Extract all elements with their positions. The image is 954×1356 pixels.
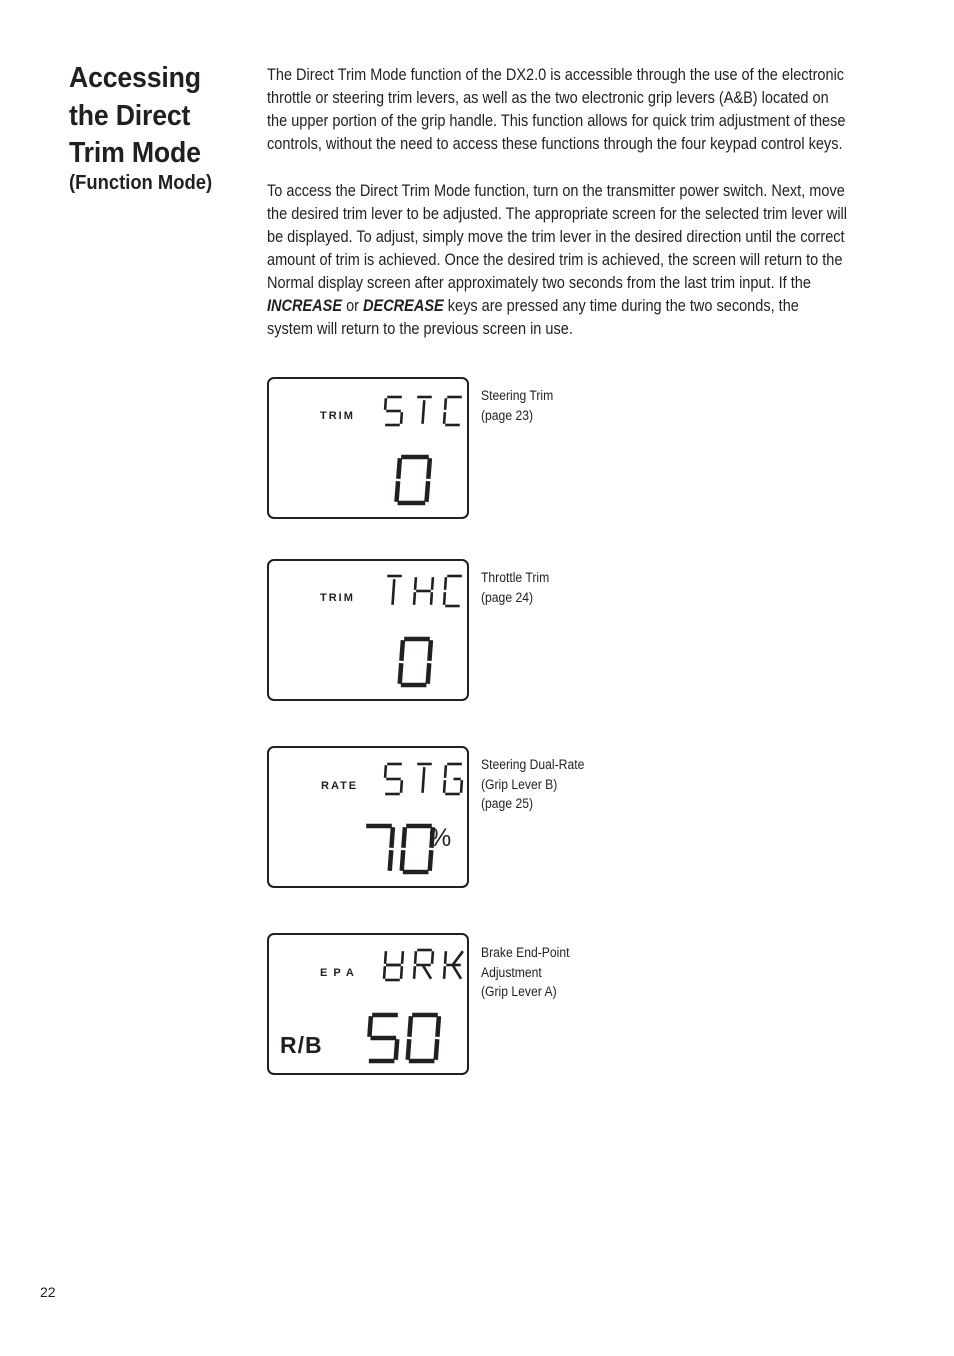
or-text: or [346,297,359,315]
lcd-label: EPA [320,967,360,979]
caption-line: Throttle Trim [481,570,550,585]
segment-display [269,561,471,703]
lcd-label: TRIM [320,592,355,604]
caption-line: Steering Trim [481,388,554,403]
intro-paragraph: The Direct Trim Mode function of the DX2.0 is accessible through the use of the electronic throttle or steering trim levers, as well as the two electronic grip levers (A&B) located on the upper portion of the grip handle. This function allows for quick trim adjustment of these controls, without the need to access these functions through the four keypad control keys. [267,66,846,153]
lcd-label: TRIM [320,410,355,422]
caption-brake-end-point [481,943,569,1002]
caption-line: Adjustment [481,964,542,980]
segment-display [269,748,471,890]
lcd-screen-brake-end-point [267,933,469,1075]
caption-line: (page 23) [481,407,534,423]
instructions-text-start: To access the Direct Trim Mode function, turn on the transmitter power switch. Next, move the desired trim lever to be adjusted. The appropriate screen for the selected trim lever will be displayed. To adjust, simply move the trim lever in the desired direction until the correct amount of trim is achieved. Once the desired trim is achieved, the screen will return to the Normal display screen after approximately two seconds from the last trim input. If the [267,182,848,292]
segment-display [269,379,471,521]
caption-line: (Grip Lever A) [481,984,557,999]
caption-line: Steering Dual-Rate [481,757,585,772]
lcd-screen-throttle-trim [267,559,469,701]
caption-steering-dual-rate [481,755,584,814]
caption-line: (page 24) [481,589,534,605]
lcd-mode-indicator: R/B [280,1032,323,1058]
decrease-key-name: DECREASE [363,297,444,315]
page-number: 22 [40,1284,56,1300]
segment-display [269,935,471,1077]
page-subtitle: (Function Mode) [69,172,213,194]
percent-sign: % [429,824,452,852]
caption-line: (page 25) [481,796,534,811]
instructions-text-end: keys are pressed any time during the two seconds, the system will return to the previous screen in use. [267,297,799,338]
lcd-screen-steering-trim [267,377,469,519]
page-title: Accessing the Direct Trim Mode [69,62,201,169]
lcd-screen-steering-dual-rate [267,746,469,888]
increase-key-name: INCREASE [267,297,343,315]
caption-line: (Grip Lever B) [481,776,558,792]
caption-steering-trim [481,386,553,425]
lcd-label: RATE [321,780,359,792]
instructions-paragraph [267,180,848,341]
caption-line: Brake End-Point [481,945,570,960]
caption-throttle-trim [481,568,549,607]
